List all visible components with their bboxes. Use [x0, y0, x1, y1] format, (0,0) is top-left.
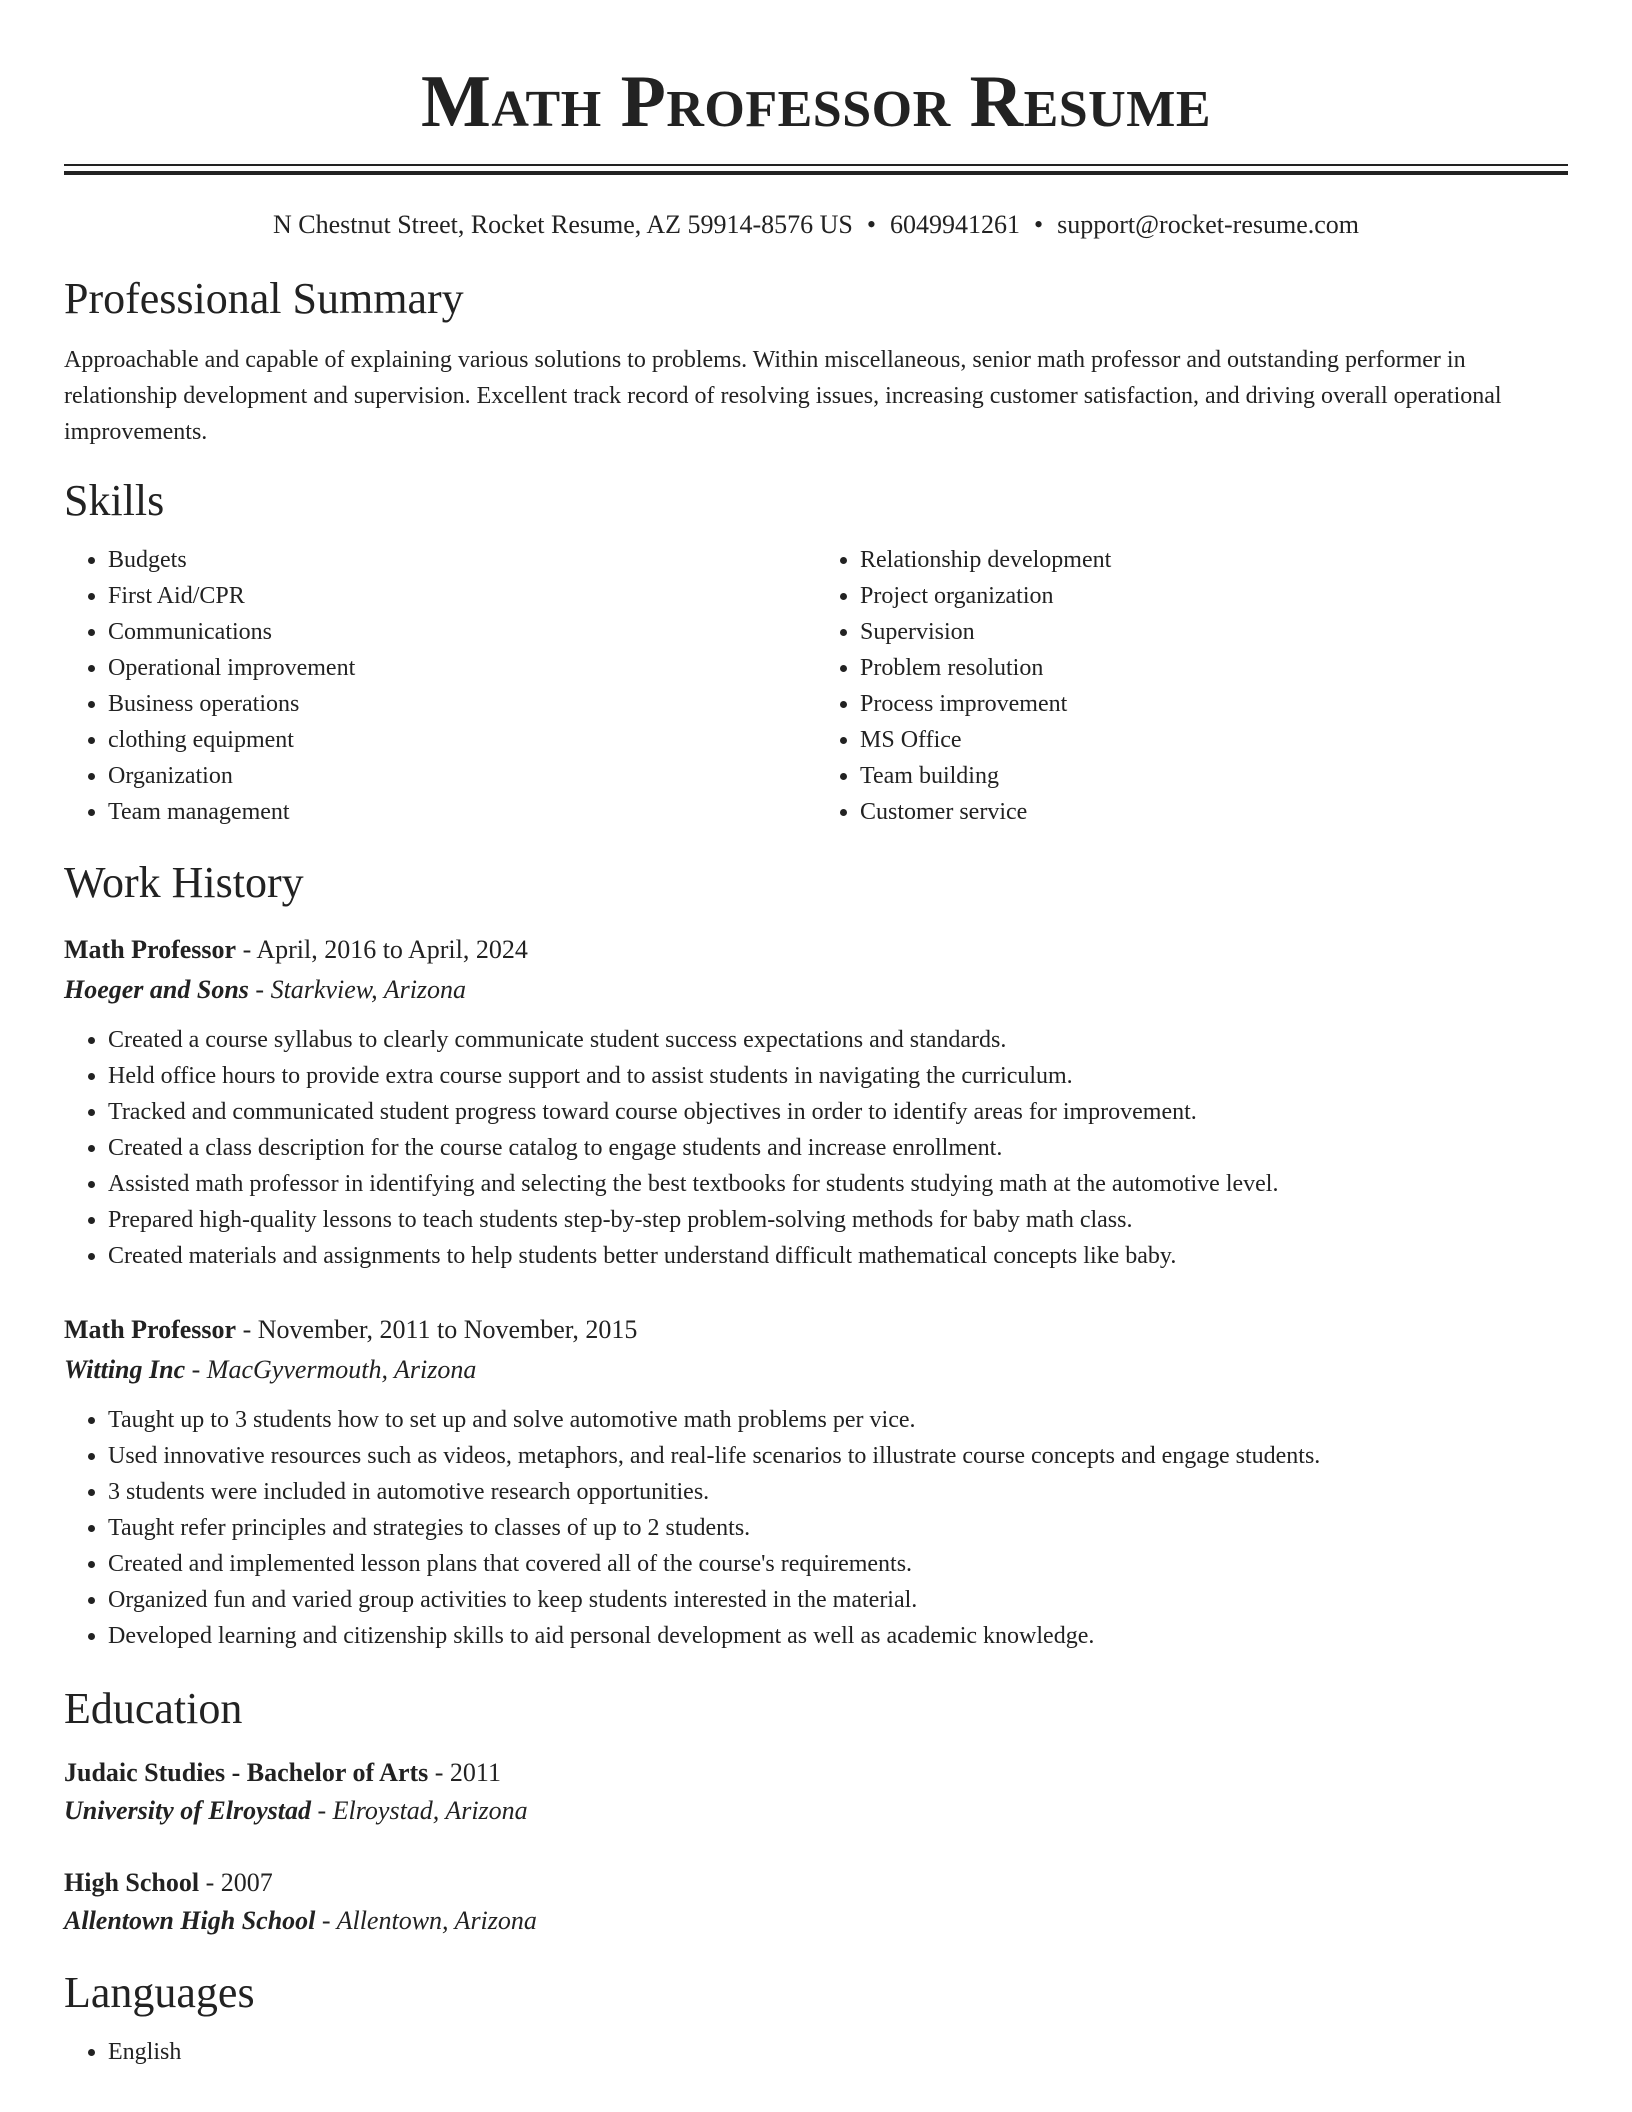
- job-dates: - April, 2016 to April, 2024: [236, 935, 528, 964]
- job-location: - MacGyvermouth, Arizona: [185, 1355, 477, 1384]
- skill-item: • Communications: [108, 614, 816, 650]
- skill-item: • MS Office: [860, 722, 1568, 758]
- job-bullet: • Tracked and communicated student progress toward course objectives in order to identify areas for improvement.: [108, 1094, 1568, 1130]
- skill-item: • Problem resolution: [860, 650, 1568, 686]
- skill-item: • Organization: [108, 758, 816, 794]
- school-line: [64, 1792, 1568, 1830]
- job-title-line: [64, 1310, 1568, 1350]
- job-bullet: • Created a class description for the course catalog to engage students and increase enrollment.: [108, 1130, 1568, 1166]
- job-bullet: • Assisted math professor in identifying and selecting the best textbooks for students studying math at the automotive level.: [108, 1166, 1568, 1202]
- job-title: Math Professor: [64, 935, 237, 964]
- job-dates: - November, 2011 to November, 2015: [236, 1315, 638, 1344]
- skills-list-left: [64, 542, 816, 830]
- skill-item: • Project organization: [860, 578, 1568, 614]
- contact-address: N Chestnut Street, Rocket Resume, AZ 59914-8576 US: [272, 210, 853, 239]
- job-bullet-list: [64, 1402, 1568, 1654]
- job-bullet: • Prepared high-quality lessons to teach students step-by-step problem-solving methods for baby math class.: [108, 1202, 1568, 1238]
- skill-item: • Supervision: [860, 614, 1568, 650]
- languages-list: [64, 2034, 1568, 2070]
- skills-heading: Skills: [64, 476, 165, 525]
- school-location: - Allentown, Arizona: [315, 1906, 537, 1935]
- contact-separator: •: [1033, 210, 1044, 239]
- school-location: - Elroystad, Arizona: [311, 1796, 528, 1825]
- education-entry: [64, 1754, 1568, 1830]
- job-bullet: • Organized fun and varied group activities to keep students interested in the material.: [108, 1582, 1568, 1618]
- job-bullet-list: [64, 1022, 1568, 1274]
- degree-line: [64, 1864, 1568, 1902]
- job-entry: [64, 1310, 1568, 1654]
- skill-item: • Team management: [108, 794, 816, 830]
- skill-item: • First Aid/CPR: [108, 578, 816, 614]
- degree-year: - 2011: [428, 1758, 501, 1787]
- education-entry: [64, 1864, 1568, 1940]
- degree: Judaic Studies - Bachelor of Arts: [64, 1758, 429, 1787]
- school-name: Allentown High School: [64, 1906, 316, 1935]
- page-title: Math Professor Resume: [420, 61, 1212, 143]
- job-bullet: • Taught refer principles and strategies to classes of up to 2 students.: [108, 1510, 1568, 1546]
- job-location: - Starkview, Arizona: [248, 975, 467, 1004]
- skill-item: • clothing equipment: [108, 722, 816, 758]
- school-line: [64, 1902, 1568, 1940]
- contact-phone: 6049941261: [889, 210, 1020, 239]
- job-company: Hoeger and Sons: [64, 975, 249, 1004]
- summary-heading: Professional Summary: [64, 274, 464, 323]
- summary-text: Approachable and capable of explaining various solutions to problems. Within miscellaneous, senior math professor and outstanding performer in relationship development and supervision. Excellent track record of resolving issues, increasing customer satisfaction, and driving overall operational improvements.: [64, 347, 1502, 445]
- skills-grid: [64, 542, 1568, 830]
- job-title: Math Professor: [64, 1315, 237, 1344]
- job-entry: [64, 930, 1568, 1274]
- contact-separator: •: [866, 210, 876, 239]
- skill-item: • Process improvement: [860, 686, 1568, 722]
- job-bullet: • 3 students were included in automotive research opportunities.: [108, 1474, 1568, 1510]
- title-divider: [64, 164, 1568, 175]
- language-item: • English: [108, 2034, 1568, 2070]
- job-bullet: • Used innovative resources such as videos, metaphors, and real-life scenarios to illustrate course concepts and engage students.: [108, 1438, 1568, 1474]
- job-bullet: • Taught up to 3 students how to set up and solve automotive math problems per vice.: [108, 1402, 1568, 1438]
- school-name: University of Elroystad: [64, 1796, 311, 1825]
- job-title-line: [64, 930, 1568, 970]
- degree-line: [64, 1754, 1568, 1792]
- languages-heading: Languages: [64, 1968, 255, 2017]
- skill-item: • Customer service: [860, 794, 1568, 830]
- job-bullet: • Developed learning and citizenship skills to aid personal development as well as academic knowledge.: [108, 1618, 1568, 1654]
- contact-line: [64, 208, 1568, 242]
- job-bullet: • Held office hours to provide extra course support and to assist students in navigating the curriculum.: [108, 1058, 1568, 1094]
- degree: High School: [64, 1868, 200, 1897]
- degree-year: - 2007: [199, 1868, 273, 1897]
- work-history-heading: Work History: [64, 858, 304, 907]
- job-bullet: • Created and implemented lesson plans that covered all of the course's requirements.: [108, 1546, 1568, 1582]
- skill-item: • Business operations: [108, 686, 816, 722]
- job-bullet: • Created a course syllabus to clearly communicate student success expectations and standards.: [108, 1022, 1568, 1058]
- skills-list-right: [816, 542, 1568, 830]
- skill-item: • Budgets: [108, 542, 816, 578]
- job-company: Witting Inc: [64, 1355, 186, 1384]
- job-company-line: [64, 970, 1568, 1010]
- contact-email: support@rocket-resume.com: [1057, 210, 1360, 239]
- skill-item: • Operational improvement: [108, 650, 816, 686]
- job-company-line: [64, 1350, 1568, 1390]
- skill-item: • Team building: [860, 758, 1568, 794]
- skill-item: • Relationship development: [860, 542, 1568, 578]
- education-heading: Education: [64, 1684, 243, 1733]
- job-bullet: • Created materials and assignments to help students better understand difficult mathematical concepts like baby.: [108, 1238, 1568, 1274]
